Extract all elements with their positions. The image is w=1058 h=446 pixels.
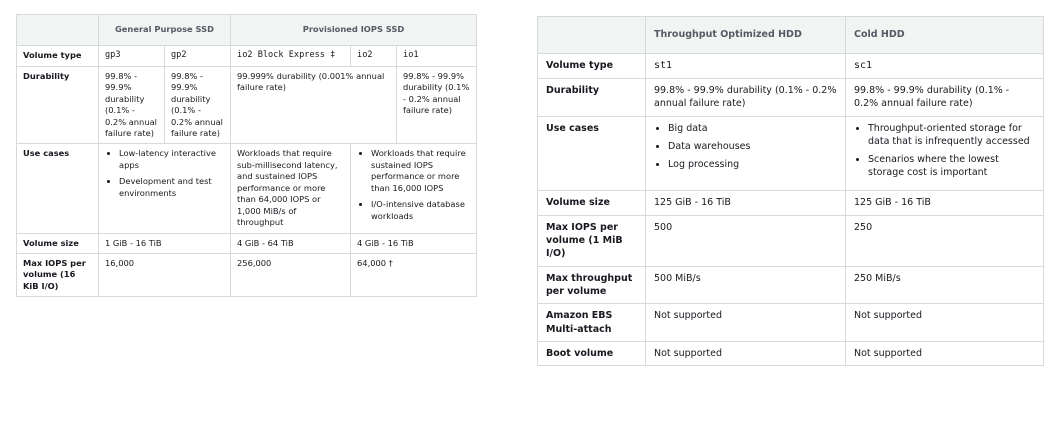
row-volume-size [538, 191, 1044, 215]
sc1-use-case-list [854, 122, 1035, 180]
row-durability [17, 66, 477, 144]
row-volume-size [17, 233, 477, 253]
row-multi-attach [538, 304, 1044, 342]
header-cold-hdd: Cold HDD [846, 17, 1044, 54]
row-use-cases [17, 144, 477, 233]
cell-sc1-max-iops: 250 [846, 215, 1044, 266]
row-label-use-cases: Use cases [17, 144, 99, 233]
row-label-max-iops: Max IOPS per volume (16 KiB I/O) [17, 253, 99, 296]
cell-io2-io1-use-cases [351, 144, 477, 233]
ssd-volume-table [16, 14, 477, 297]
row-label-volume-size: Volume size [17, 233, 99, 253]
header-general-purpose-ssd: General Purpose SSD [99, 15, 231, 46]
cell-st1-max-iops: 500 [646, 215, 846, 266]
cell-io1-type: io1 [397, 46, 477, 67]
cell-io2-durability: 99.999% durability (0.001% annual failure rate) [231, 66, 397, 144]
cell-st1-type: st1 [646, 54, 846, 79]
cell-sc1-durability: 99.8% - 99.9% durability (0.1% - 0.2% annual failure rate) [846, 79, 1044, 117]
row-label-volume-type: Volume type [17, 46, 99, 67]
cell-io2-block-express-max-iops: 256,000 [231, 253, 351, 296]
row-label-durability: Durability [17, 66, 99, 144]
list-item: • Log processing [668, 158, 837, 171]
cell-st1-boot-volume: Not supported [646, 341, 846, 365]
cell-gp-volume-size: 1 GiB - 16 TiB [99, 233, 231, 253]
cell-io2-block-express-volume-size: 4 GiB - 64 TiB [231, 233, 351, 253]
list-item: • Low-latency interactive apps [119, 148, 224, 171]
io-use-case-list [357, 148, 470, 222]
cell-io2-io1-volume-size: 4 GiB - 16 TiB [351, 233, 477, 253]
list-item: • Throughput-oriented storage for data that is infrequently accessed [868, 122, 1035, 149]
list-item: • Data warehouses [668, 140, 837, 153]
cell-sc1-multi-attach: Not supported [846, 304, 1044, 342]
cell-gp3-durability: 99.8% - 99.9% durability (0.1% - 0.2% annual failure rate) [99, 66, 165, 144]
cell-gp2-durability: 99.8% - 99.9% durability (0.1% - 0.2% annual failure rate) [165, 66, 231, 144]
row-use-cases [538, 116, 1044, 191]
header-row [538, 17, 1044, 54]
cell-sc1-boot-volume: Not supported [846, 341, 1044, 365]
cell-io1-durability: 99.8% - 99.9% durability (0.1% - 0.2% annual failure rate) [397, 66, 477, 144]
list-item: • Development and test environments [119, 176, 224, 199]
list-item: • I/O-intensive database workloads [371, 199, 470, 222]
cell-io2-io1-max-iops: 64,000 † [351, 253, 477, 296]
header-corner [17, 15, 99, 46]
gp-use-case-list [105, 148, 224, 199]
cell-st1-volume-size: 125 GiB - 16 TiB [646, 191, 846, 215]
cell-sc1-max-throughput: 250 MiB/s [846, 266, 1044, 304]
row-max-throughput [538, 266, 1044, 304]
cell-st1-use-cases [646, 116, 846, 191]
row-label-max-iops: Max IOPS per volume (1 MiB I/O) [538, 215, 646, 266]
row-max-iops [17, 253, 477, 296]
cell-io2-block-express-use-cases: Workloads that require sub-millisecond latency, and sustained IOPS performance or more than 64,000 IOPS or 1,000 MiB/s of throughput [231, 144, 351, 233]
header-row [17, 15, 477, 46]
list-item: • Workloads that require sustained IOPS performance or more than 16,000 IOPS [371, 148, 470, 194]
list-item: • Big data [668, 122, 837, 135]
cell-gp2-type: gp2 [165, 46, 231, 67]
cell-sc1-volume-size: 125 GiB - 16 TiB [846, 191, 1044, 215]
cell-gp-use-cases [99, 144, 231, 233]
st1-use-case-list [654, 122, 837, 172]
row-boot-volume [538, 341, 1044, 365]
cell-sc1-type: sc1 [846, 54, 1044, 79]
cell-sc1-use-cases [846, 116, 1044, 191]
hdd-volume-table [537, 16, 1044, 366]
cell-gp3-max-iops: 16,000 [99, 253, 231, 296]
row-label-volume-size: Volume size [538, 191, 646, 215]
row-label-multi-attach: Amazon EBS Multi-attach [538, 304, 646, 342]
row-volume-type [538, 54, 1044, 79]
row-label-volume-type: Volume type [538, 54, 646, 79]
list-item: • Scenarios where the lowest storage cost is important [868, 153, 1035, 180]
row-durability [538, 79, 1044, 117]
row-label-max-throughput: Max throughput per volume [538, 266, 646, 304]
row-label-use-cases: Use cases [538, 116, 646, 191]
row-volume-type [17, 46, 477, 67]
cell-st1-max-throughput: 500 MiB/s [646, 266, 846, 304]
row-label-boot-volume: Boot volume [538, 341, 646, 365]
row-label-durability: Durability [538, 79, 646, 117]
cell-gp3-type: gp3 [99, 46, 165, 67]
header-provisioned-iops-ssd: Provisioned IOPS SSD [231, 15, 477, 46]
header-throughput-optimized-hdd: Throughput Optimized HDD [646, 17, 846, 54]
cell-io2-type: io2 [351, 46, 397, 67]
cell-st1-durability: 99.8% - 99.9% durability (0.1% - 0.2% annual failure rate) [646, 79, 846, 117]
cell-io2-block-express-type: io2 Block Express ‡ [231, 46, 351, 67]
header-corner [538, 17, 646, 54]
cell-st1-multi-attach: Not supported [646, 304, 846, 342]
row-max-iops [538, 215, 1044, 266]
